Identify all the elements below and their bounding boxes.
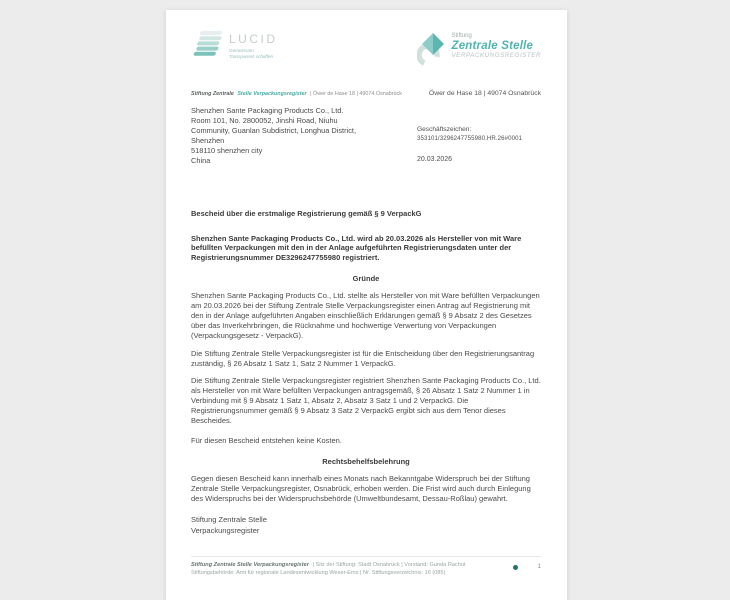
document-page <box>166 10 567 600</box>
sender-address-rest: | Öwer de Hase 18 | 49074 Osnabrück <box>310 91 402 97</box>
recipient-line: 518110 shenzhen city <box>191 145 263 155</box>
lucid-logo <box>191 30 278 60</box>
footer-line2: Stiftungsbehörde: Amt für regionale Landesentwicklung Weser-Ems | Nr. Stiftungsverzeichnis: 16 (085) <box>191 570 446 577</box>
zsvr-logo <box>417 31 541 69</box>
zsvr-logo-text <box>451 33 541 59</box>
zsvr-logo-zentrale-stelle: Zentrale Stelle <box>451 39 534 52</box>
document-content <box>166 10 567 600</box>
zsvr-logo-verpackungsregister: VERPACKUNGSREGISTER <box>451 52 541 60</box>
appeal-paragraph: Gegen diesen Bescheid kann innerhalb eines Monats nach Bekanntgabe Widerspruch bei der Stiftung Zentrale Stelle Verpackungsregister, Osnabrück, erhoben werden. Die Frist wird auch durch Einlegung des Widerspruchs bei der Widerspruchsbehörde (Umweltbundesamt, Dessau-Roßlau) gewahrt. <box>191 473 531 503</box>
case-meta <box>417 106 522 166</box>
grounds-paragraph-3: Die Stiftung Zentrale Stelle Verpackungsregister registriert Shenzhen Sante Packaging Products Co., Ltd. als Hersteller von mit Ware befüllten Verpackungen antragsgemäß, § 26 Absatz 1 Satz 2 Nummer 1 in Verbindung mit § 9 Absatz 1 Satz 1, Absatz 2, Absatz 3 Satz 1 und 2 VerpackG. Die Registrierungsnummer gemäß § 9 Absatz 3 Satz 2 VerpackG ergibt sich aus dem Tenor dieses Bescheides. <box>191 376 541 425</box>
recipient-line: Community, Guanlan Subdistrict, Longhua District, <box>191 125 356 135</box>
lucid-logo-name: LUCID <box>229 32 278 46</box>
zsvr-diamond-icon <box>417 31 447 69</box>
sender-row <box>191 90 541 97</box>
case-number-value: 353101/3296247755980.HR.26#0001 <box>417 134 523 142</box>
address-row <box>191 106 541 166</box>
recipient-line: Room 101, No. 2800052, Jinshi Road, Niuhu <box>191 115 338 125</box>
sender-brand-teal: Stelle Verpackungsregister <box>237 91 307 97</box>
appeal-heading: Rechtsbehelfsbelehrung <box>322 456 410 466</box>
grounds-heading: Gründe <box>352 274 380 284</box>
sender-return-address <box>191 91 402 97</box>
signature-line-2: Verpackungsregister <box>191 525 260 535</box>
recipient-line: Shenzhen Sante Packaging Products Co., Ltd. <box>191 106 344 115</box>
subject-line: Bescheid über die erstmalige Registrierung gemäß § 9 VerpackG <box>191 208 422 218</box>
lucid-logo-text <box>229 30 278 60</box>
grounds-paragraph-2: Die Stiftung Zentrale Stelle Verpackungsregister ist für die Entscheidung über den Registrierungsantrag zuständig, § 26 Absatz 1 Satz 1, Satz 2 Nummer 1 VerpackG. <box>191 348 535 368</box>
header-address: Öwer de Hase 18 | 49074 Osnabrück <box>428 90 541 97</box>
logo-row <box>191 30 541 82</box>
footer-imprint <box>191 561 466 577</box>
footer-brand: Stiftung Zentrale Stelle Verpackungsregister <box>191 562 309 568</box>
signature-line-1: Stiftung Zentrale Stelle <box>191 515 267 525</box>
zsvr-logo-stiftung: Stiftung <box>451 33 472 39</box>
document-date: 20.03.2026 <box>417 155 453 163</box>
case-number-label: Geschäftszeichen: <box>417 126 472 133</box>
recipient-address <box>191 106 417 166</box>
footer-dot-icon <box>513 565 518 570</box>
recipient-line: China <box>191 155 211 165</box>
sender-brand-dark: Stiftung Zentrale <box>191 91 234 97</box>
costs-note: Für diesen Bescheid entstehen keine Kosten. <box>191 435 342 445</box>
decision-paragraph: Shenzhen Sante Packaging Products Co., Ltd. wird ab 20.03.2026 als Hersteller von mit Ware befüllten Verpackungen mit den in der Anlage aufgeführten Registrierungsdaten unter der Registrierungsnummer DE3296247755980 registriert. <box>191 233 522 263</box>
page-number: 1 <box>537 564 541 570</box>
page-footer <box>191 556 541 577</box>
footer-page-area <box>513 561 541 570</box>
lucid-stack-icon <box>191 30 223 58</box>
lucid-tagline-line1: Gemeinsam <box>229 47 254 53</box>
grounds-paragraph-1: Shenzhen Sante Packaging Products Co., Ltd. stellte als Hersteller von mit Ware befüllten Verpackungen am 20.03.2026 bei der Stiftung Zentrale Stelle Verpackungsregister einen Antrag auf Registrierung mit den in der Anlage aufgeführten Angaben einschließlich Erklärungen gemäß § 9 Absatz 2 des Gesetzes über das Inverkehrbringen, die Rücknahme und hochwertige Verwertung von Verpackungen (Verpackungsgesetz - VerpackG). <box>191 291 540 340</box>
signature-block <box>191 515 541 535</box>
footer-line1-rest: | Sitz der Stiftung: Stadt Osnabrück | Vorstand: Gunda Rachut <box>312 562 466 568</box>
recipient-line: Shenzhen <box>191 135 225 145</box>
lucid-tagline-line2: Transparenz schaffen <box>229 53 274 59</box>
